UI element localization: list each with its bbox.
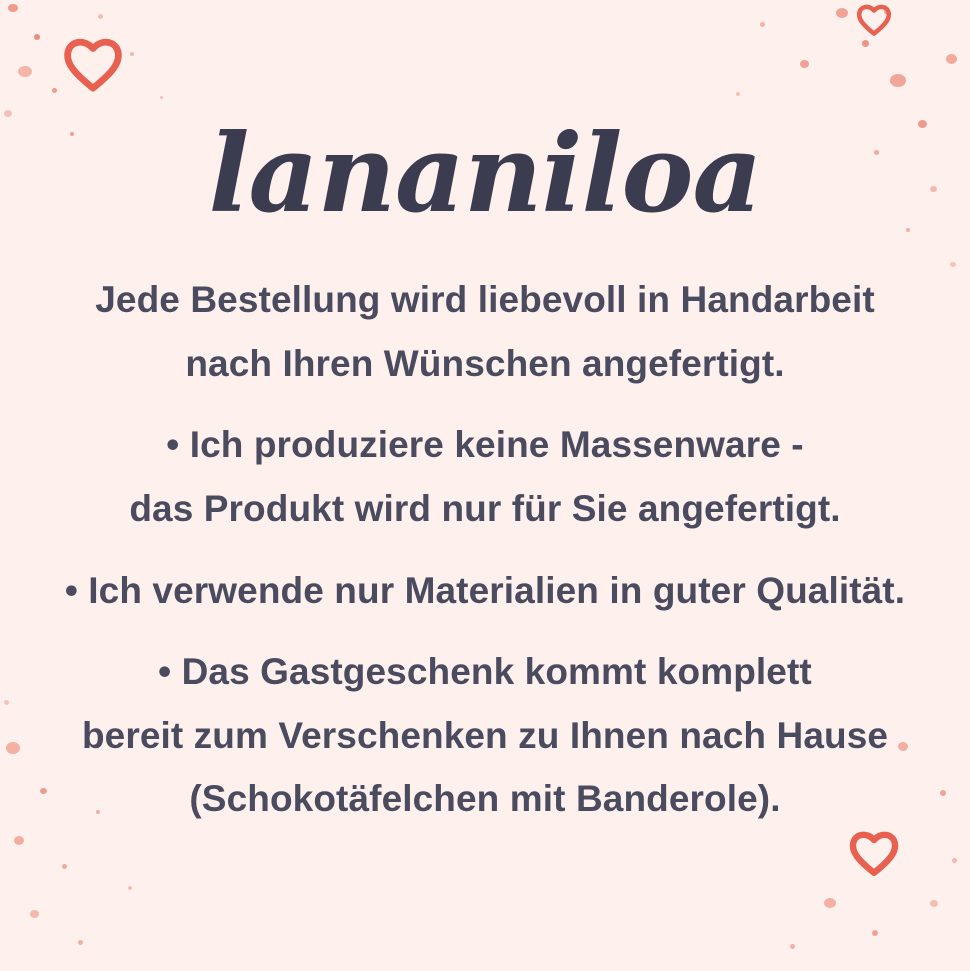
bullet-1-line-2: das Produkt wird nur für Sie angefertigt. (129, 487, 841, 529)
bullet-1-line-1: • Ich produziere keine Massenware - (166, 424, 804, 466)
bullet-paragraph-3 (45, 640, 925, 831)
promo-body (45, 268, 925, 831)
bullet-3-line-2: bereit zum Verschenken zu Ihnen nach Hause (81, 714, 889, 756)
bullet-paragraph-2 (45, 559, 925, 623)
intro-line-2: nach Ihren Wünschen angefertigt. (185, 342, 785, 384)
intro-line-1: Jede Bestellung wird liebevoll in Handarbeit (95, 279, 875, 320)
bullet-2-line-1: • Ich verwende nur Materialien in guter Qualität. (64, 569, 906, 611)
intro-paragraph (45, 268, 925, 395)
bullet-3-line-3: (Schokotäfelchen mit Banderole). (189, 778, 781, 820)
bullet-3-line-1: • Das Gastgeschenk kommt komplett (158, 651, 812, 693)
bullet-paragraph-1 (45, 413, 925, 540)
brand-logo-text: lananiloa (208, 111, 762, 237)
